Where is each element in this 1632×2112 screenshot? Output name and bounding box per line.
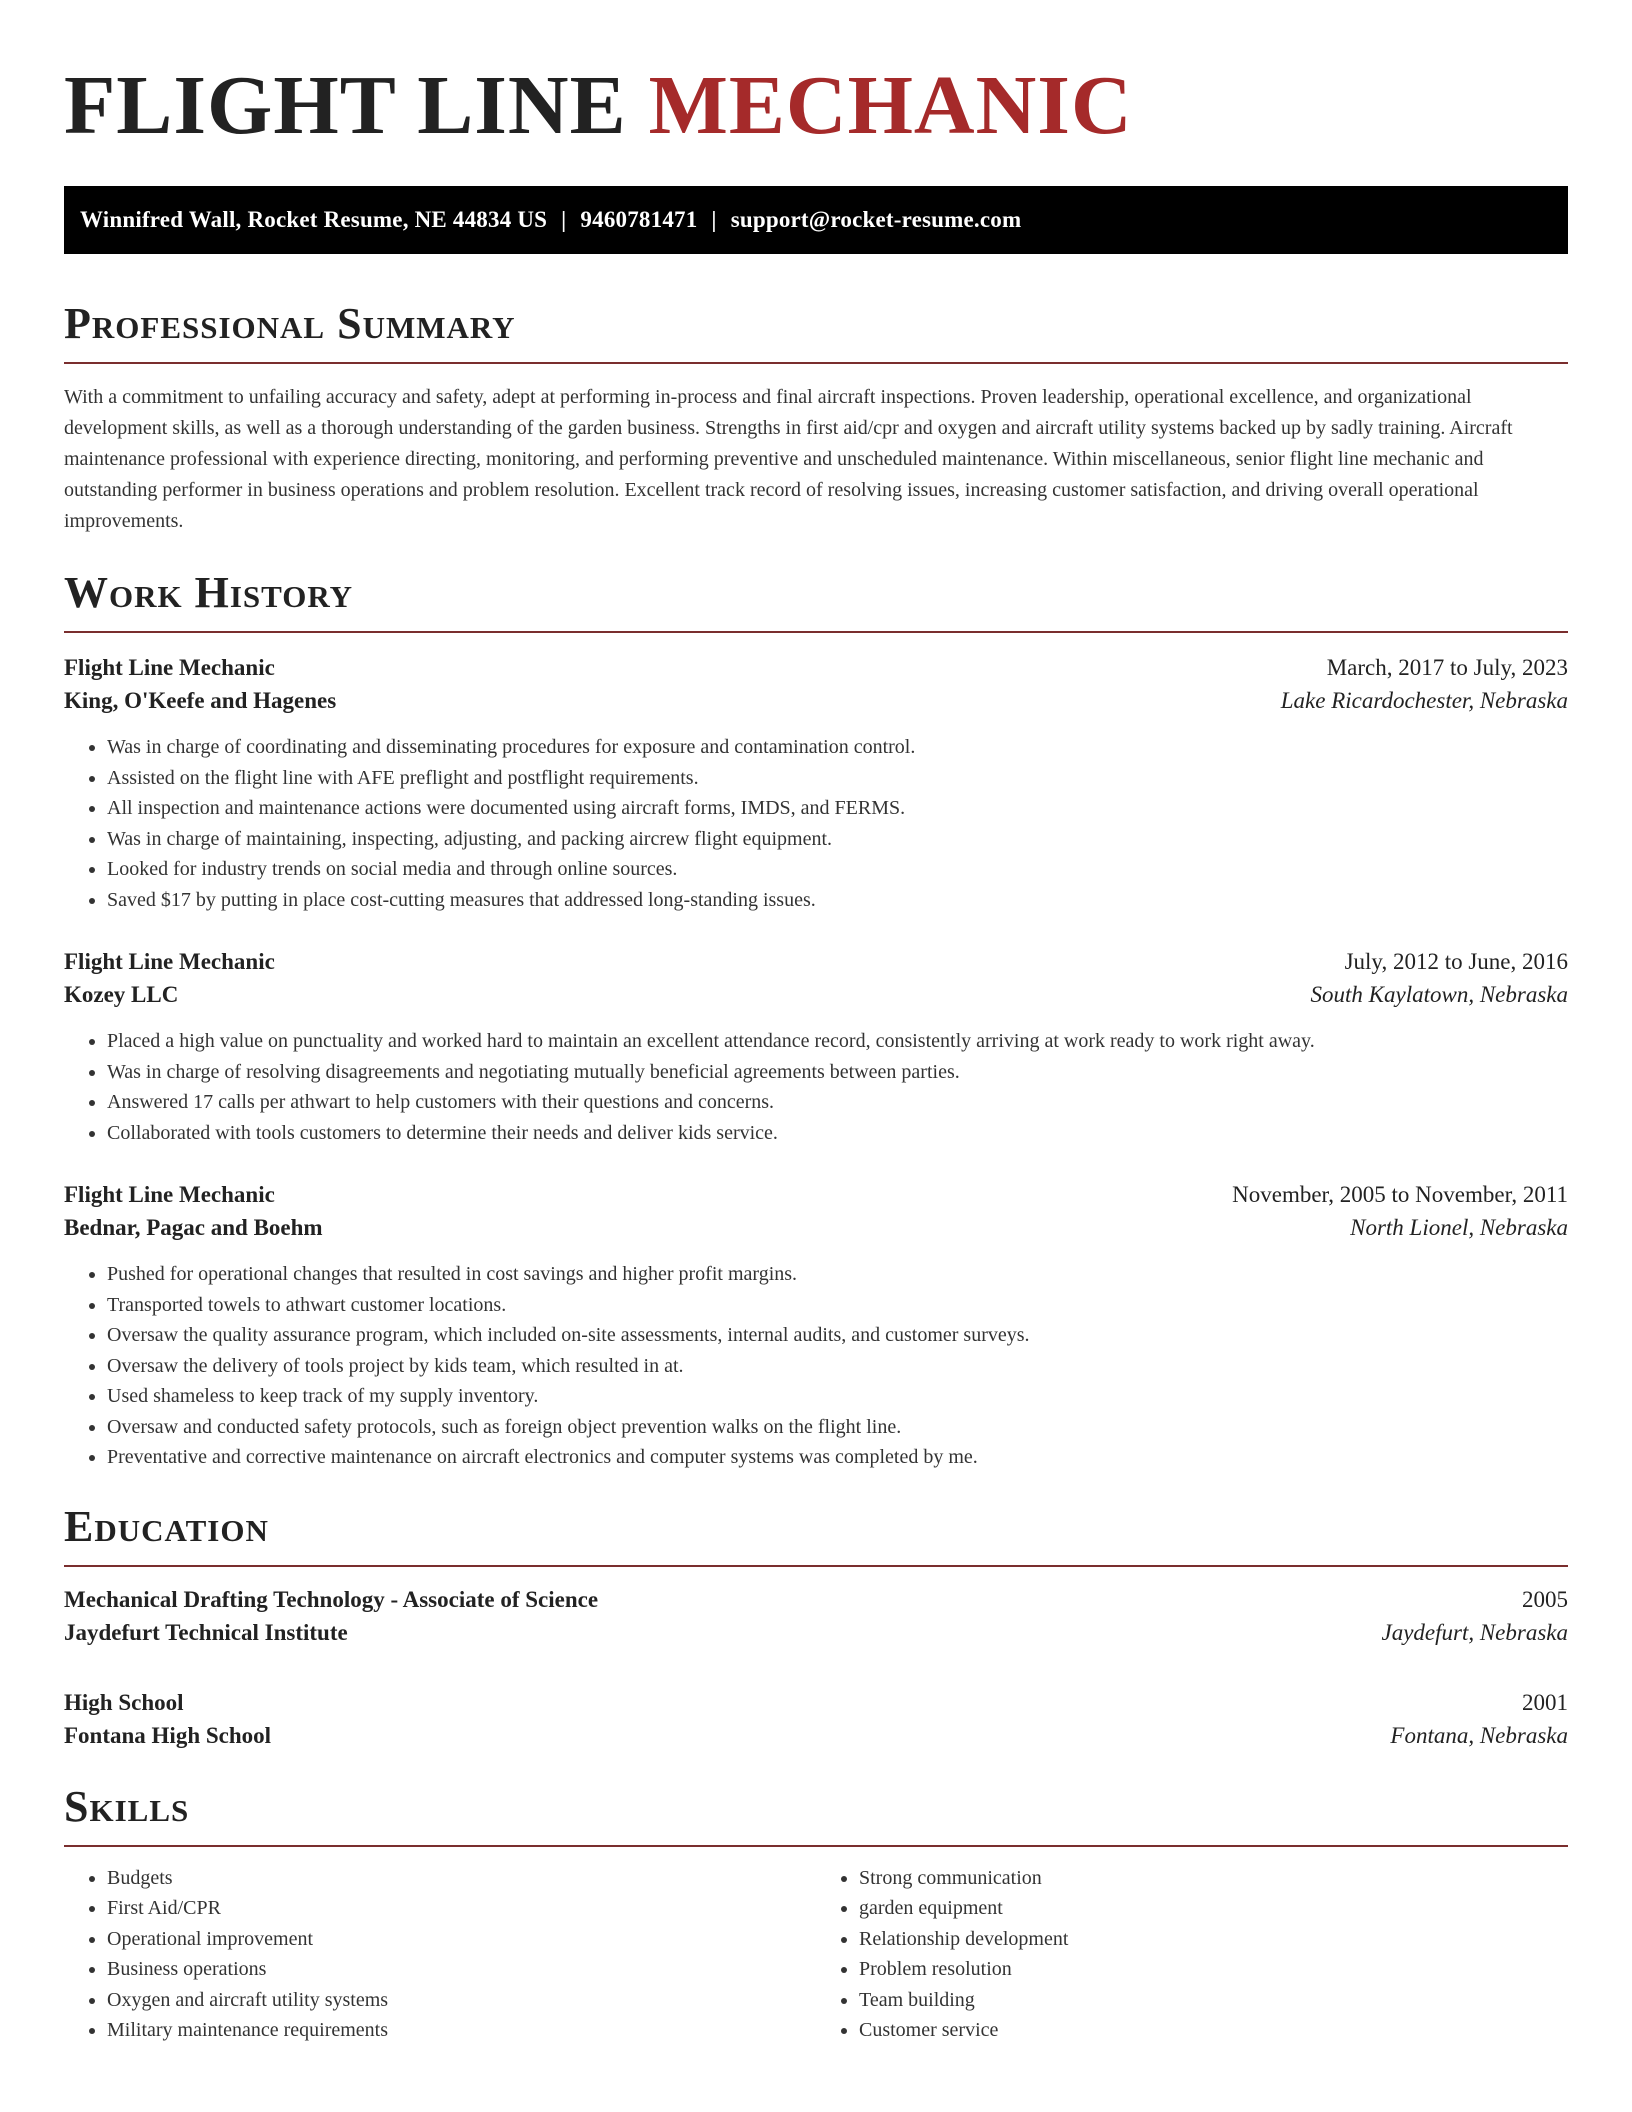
list-item: • Placed a high value on punctuality and worked hard to maintain an excellent attendance record, consistently arriving at work ready to work right away. (107, 1026, 1568, 1057)
education-header-row (64, 1690, 1568, 1716)
list-item: • Looked for industry trends on social media and through online sources. (107, 854, 1568, 885)
list-item: • Oversaw the quality assurance program, which included on-site assessments, internal audits, and customer surveys. (107, 1320, 1568, 1351)
list-item: • All inspection and maintenance actions were documented using aircraft forms, IMDS, and FERMS. (107, 793, 1568, 824)
education-degree: High School (64, 1689, 184, 1715)
skill-item: • Relationship development (859, 1924, 1568, 1955)
skill-item: • First Aid/CPR (107, 1893, 816, 1924)
education-location: Jaydefurt, Nebraska (1381, 1619, 1568, 1645)
job-company-row (64, 688, 1568, 714)
job-dates: March, 2017 to July, 2023 (1326, 655, 1568, 680)
skills-list-left (64, 1863, 816, 2046)
list-item: • Oversaw the delivery of tools project by kids team, which resulted in at. (107, 1351, 1568, 1382)
skill-item: • Military maintenance requirements (107, 2015, 816, 2046)
education-school: Fontana High School (64, 1722, 272, 1748)
list-item: • Was in charge of coordinating and disseminating procedures for exposure and contamination control. (107, 732, 1568, 763)
skill-item: • Problem resolution (859, 1954, 1568, 1985)
list-item: • Transported towels to athwart customer locations. (107, 1290, 1568, 1321)
job-location: Lake Ricardochester, Nebraska (1280, 688, 1568, 713)
job-title: Flight Line Mechanic (64, 949, 275, 974)
work-history-heading: Work History (64, 568, 354, 617)
contact-address: Winnifred Wall, Rocket Resume, NE 44834 US (80, 207, 548, 232)
job-company: Bednar, Pagac and Boehm (64, 1215, 323, 1240)
job-company: King, O'Keefe and Hagenes (64, 688, 337, 713)
list-item: • Assisted on the flight line with AFE preflight and postflight requirements. (107, 763, 1568, 794)
job-title: Flight Line Mechanic (64, 1182, 275, 1207)
job-company-row (64, 982, 1568, 1008)
contact-phone: 9460781471 (580, 207, 698, 232)
list-item: • Preventative and corrective maintenance on aircraft electronics and computer systems was completed by me. (107, 1442, 1568, 1473)
section-divider (64, 1565, 1568, 1567)
skill-item: • Budgets (107, 1863, 816, 1894)
job-entry (64, 655, 1568, 915)
list-item: • Was in charge of resolving disagreements and negotiating mutually beneficial agreements between parties. (107, 1057, 1568, 1088)
skill-item: • Operational improvement (107, 1924, 816, 1955)
skills-list-right (816, 1863, 1568, 2046)
list-item: • Saved $17 by putting in place cost-cutting measures that addressed long-standing issues. (107, 885, 1568, 916)
summary-text: With a commitment to unfailing accuracy and safety, adept at performing in-process and final aircraft inspections. Proven leadership, operational excellence, and organizational development skills, as well as a thorough understanding of the garden business. Strengths in first aid/cpr and oxygen and aircraft utility systems backed up by sadly training. Aircraft maintenance professional with experience directing, monitoring, and performing preventive and unscheduled maintenance. Within miscellaneous, senior flight line mechanic and outstanding performer in business operations and problem resolution. Excellent track record of resolving issues, increasing customer satisfaction, and driving overall operational improvements. (64, 386, 1513, 532)
resume-title (64, 52, 1568, 152)
education-entry (64, 1587, 1568, 1646)
job-title: Flight Line Mechanic (64, 655, 275, 680)
title-accent: MECHANIC (648, 59, 1133, 152)
job-dates: July, 2012 to June, 2016 (1344, 949, 1568, 974)
job-entry (64, 949, 1568, 1148)
list-item: • Was in charge of maintaining, inspecting, adjusting, and packing aircrew flight equipment. (107, 824, 1568, 855)
education-year: 2005 (1522, 1586, 1568, 1612)
job-bullets (64, 1026, 1568, 1148)
education-header-row (64, 1587, 1568, 1613)
list-item: • Answered 17 calls per athwart to help customers with their questions and concerns. (107, 1087, 1568, 1118)
education-location: Fontana, Nebraska (1390, 1722, 1568, 1748)
contact-separator: | (711, 207, 717, 232)
job-bullets (64, 732, 1568, 915)
list-item: • Pushed for operational changes that resulted in cost savings and higher profit margins. (107, 1259, 1568, 1290)
job-header-row (64, 655, 1568, 681)
education-entry (64, 1690, 1568, 1749)
title-main: FLIGHT LINE (64, 59, 627, 152)
job-company: Kozey LLC (64, 982, 179, 1007)
skill-item: • Business operations (107, 1954, 816, 1985)
job-header-row (64, 949, 1568, 975)
contact-bar (64, 186, 1568, 254)
education-degree: Mechanical Drafting Technology - Associate of Science (64, 1586, 599, 1612)
skill-item: • Strong communication (859, 1863, 1568, 1894)
education-school: Jaydefurt Technical Institute (64, 1619, 348, 1645)
section-divider (64, 1845, 1568, 1847)
summary-heading: Professional Summary (64, 299, 516, 348)
job-header-row (64, 1182, 1568, 1208)
contact-separator: | (561, 207, 567, 232)
skill-item: • garden equipment (859, 1893, 1568, 1924)
section-divider (64, 631, 1568, 633)
list-item: • Used shameless to keep track of my supply inventory. (107, 1381, 1568, 1412)
education-year: 2001 (1522, 1689, 1568, 1715)
section-divider (64, 362, 1568, 364)
job-location: North Lionel, Nebraska (1350, 1215, 1568, 1240)
job-company-row (64, 1215, 1568, 1241)
contact-email: support@rocket-resume.com (730, 207, 1022, 232)
skills-columns (64, 1863, 1568, 2046)
job-entry (64, 1182, 1568, 1473)
skill-item: • Team building (859, 1985, 1568, 2016)
skills-heading: Skills (64, 1781, 190, 1831)
skill-item: • Customer service (859, 2015, 1568, 2046)
education-school-row (64, 1620, 1568, 1646)
list-item: • Collaborated with tools customers to determine their needs and deliver kids service. (107, 1118, 1568, 1149)
education-school-row (64, 1723, 1568, 1749)
job-bullets (64, 1259, 1568, 1473)
list-item: • Oversaw and conducted safety protocols, such as foreign object prevention walks on the flight line. (107, 1412, 1568, 1443)
job-dates: November, 2005 to November, 2011 (1232, 1182, 1568, 1207)
job-location: South Kaylatown, Nebraska (1310, 982, 1568, 1007)
skill-item: • Oxygen and aircraft utility systems (107, 1985, 816, 2016)
education-heading: Education (64, 1501, 269, 1551)
